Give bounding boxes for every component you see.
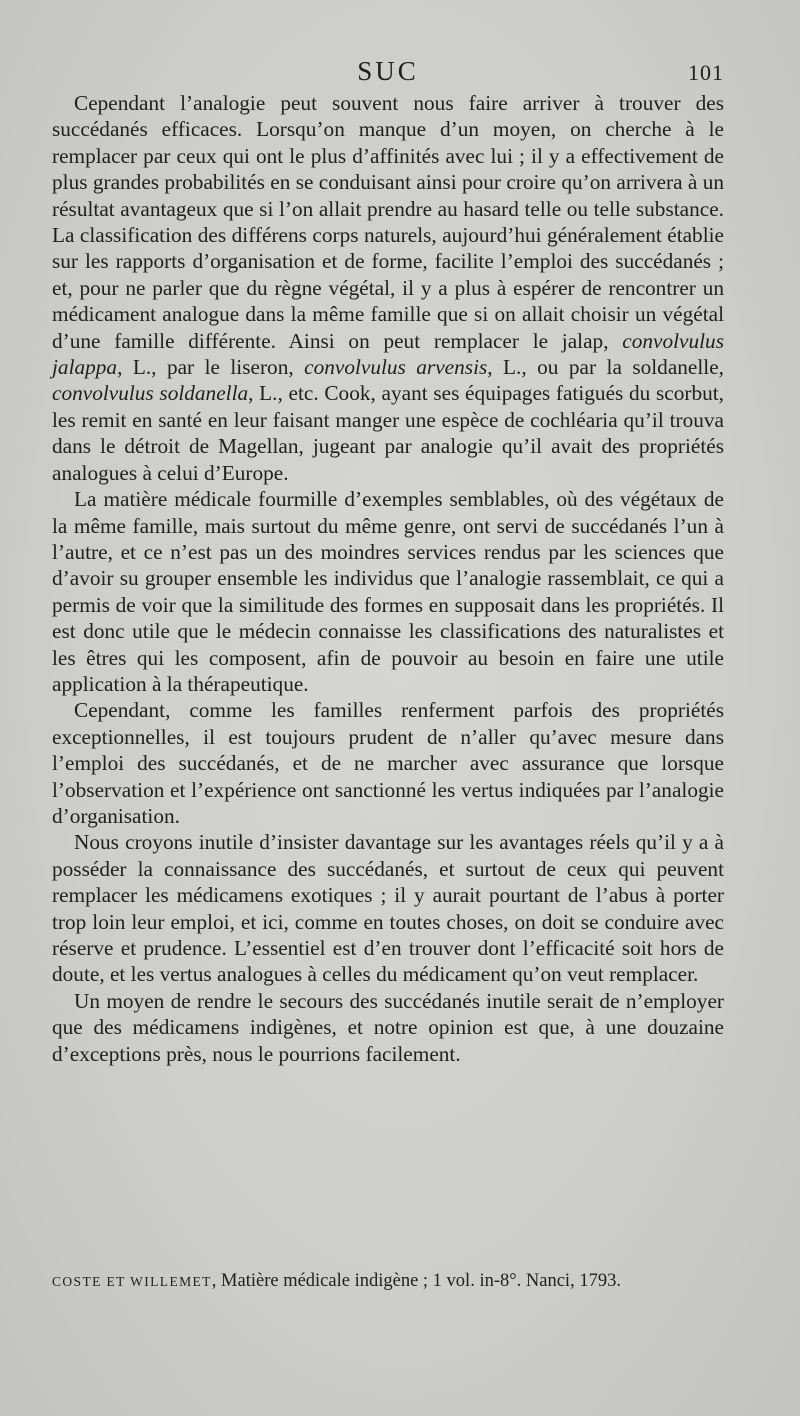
- text-segment: Cependant l’analogie peut souvent nous faire arriver à trouver des succédanés efficaces. Lorsqu’on manque d’un moyen, on cherche à le remplacer par ceux qui ont le plus d’affinités avec lui ; il y a effectivement de plus grandes probabilités en se conduisant ainsi pour croire qu’on arrivera à un résultat avantageux que si l’on allait prendre au hasard telle ou telle substance. La classification des différens corps naturels, aujourd’hui généralement établie sur les rapports d’organisation et de forme, facilite l’emploi des succédanés ; et, pour ne parler que du règne végétal, il y a plus à espérer de rencontrer un médicament analogue dans la même famille que si on allait choisir un végétal d’une famille différente. Ainsi on peut remplacer le jalap,: [52, 91, 724, 353]
- text-segment: Nous croyons inutile d’insister davantage sur les avantages réels qu’il y a à posséder la connaissance des succédanés, et surtout de ceux qui peuvent remplacer les médicamens exotiques ; il y aurait pourtant de l’abus à porter trop loin leur emploi, et ici, comme en toutes choses, on doit se conduire avec réserve et prudence. L’essentiel est d’en trouver dont l’efficacité soit hors de doute, et les vertus analogues à celles du médicament qu’on veut remplacer.: [52, 830, 724, 987]
- running-head: [52, 56, 724, 92]
- paragraph: [52, 988, 724, 1067]
- paragraph: [52, 486, 724, 697]
- latin-name: convolvulus jalappa: [52, 328, 724, 380]
- body-text: [52, 90, 724, 1067]
- paragraph: [52, 829, 724, 987]
- text-segment: , L., etc. Cook, ayant ses équipages fatigués du scorbut, les remit en santé en leur faisant manger une espèce de cochléaria qu’il trouva dans le détroit de Magellan, jugeant par analogie qu’il avait des propriétés analogues à celui d’Europe.: [52, 381, 725, 485]
- latin-name: convolvulus arvensis: [304, 355, 488, 380]
- text-segment: Cependant, comme les familles renferment parfois des propriétés exceptionnelles, il est toujours prudent de n’aller qu’avec mesure dans l’emploi des succédanés, et de ne marcher avec assurance que lorsque l’observation et l’expérience ont sanctionné les vertus indiquées par l’analogie d’organisation.: [52, 698, 724, 828]
- text-segment: , L., par le liseron,: [117, 355, 305, 380]
- paragraph: [52, 90, 724, 486]
- reference-authors: COSTE ET WILLEMET: [52, 1274, 212, 1289]
- paragraph: [52, 697, 724, 829]
- text-segment: , L., ou par la soldanelle,: [487, 355, 724, 380]
- text-segment: La matière médicale fourmille d’exemples semblables, où des végétaux de la même famille, mais surtout du même genre, ont servi de succédanés l’un à l’autre, et ce n’est pas un des moindres services rendus par les sciences que d’avoir su grouper ensemble les individus que l’analogie rassemblait, ce qui a permis de voir que la similitude des formes en supposait dans les propriétés. Il est donc utile que le médecin connaisse les classifications des naturalistes et les êtres qui les composent, afin de pouvoir au besoin en faire une utile application à la thérapeutique.: [52, 487, 724, 696]
- bibliographic-reference: [52, 1268, 724, 1295]
- text-segment: Un moyen de rendre le secours des succédanés inutile serait de n’employer que des médicamens indigènes, et notre opinion est que, à une douzaine d’exceptions près, nous le pourrions facilement.: [52, 988, 724, 1066]
- reference-details: , Matière médicale indigène ; 1 vol. in-8°. Nanci, 1793.: [211, 1271, 621, 1291]
- latin-name: convolvulus soldanella: [52, 381, 249, 406]
- running-head-title: SUC: [357, 56, 419, 86]
- page-number: 101: [688, 60, 724, 85]
